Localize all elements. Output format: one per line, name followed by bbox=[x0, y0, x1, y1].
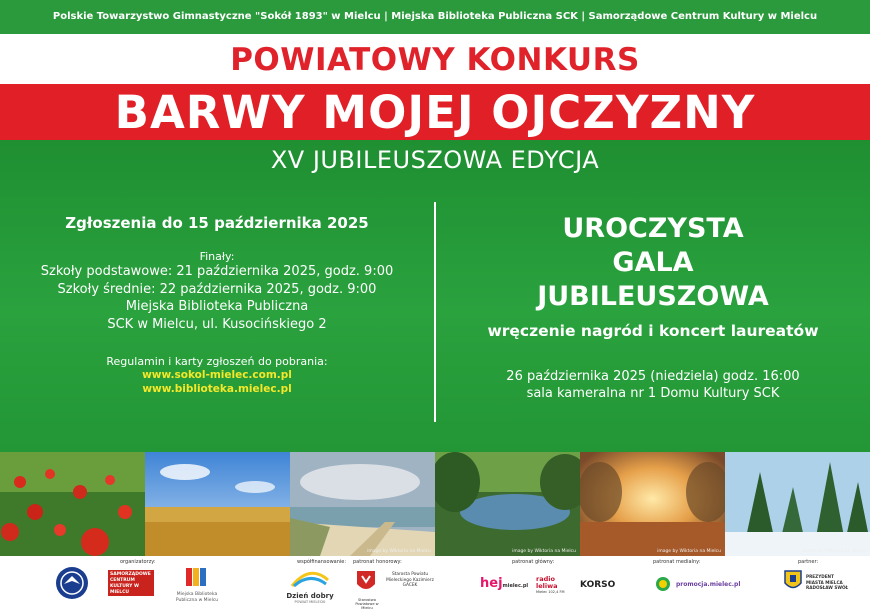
korso-logo: KORSO bbox=[580, 580, 616, 590]
starostwo-text: Starostwo Powiatowe w Mielcu bbox=[355, 598, 379, 610]
partner-label: partner: bbox=[798, 559, 819, 565]
finals-primary: Szkoły podstawowe: 21 października 2025, godz. 9:00 bbox=[40, 264, 394, 279]
organizers-label: organizatorzy: bbox=[120, 559, 156, 565]
organizers-bar bbox=[0, 0, 870, 34]
gala-line1: UROCZYSTA bbox=[562, 213, 744, 244]
finals-label: Finały: bbox=[199, 250, 235, 263]
photo-credit: image by Wiktoria na Mielcu bbox=[802, 549, 866, 554]
edition-title: XV JUBILEUSZOWA EDYCJA bbox=[270, 146, 600, 174]
prezydent-text: PREZYDENT MIASTA MIELCA RADOSŁAW SWÓŁ bbox=[806, 574, 849, 590]
honor-label: patronat honorowy: bbox=[353, 559, 402, 565]
gala-line2: GALA bbox=[612, 247, 694, 278]
photo-poppies bbox=[0, 452, 145, 556]
gala-date: 26 października 2025 (niedziela) godz. 16:00 bbox=[506, 369, 800, 384]
main-panel bbox=[0, 140, 870, 452]
logos-bar bbox=[0, 556, 870, 615]
finals-secondary: Szkoły średnie: 22 października 2025, godz. 9:00 bbox=[57, 281, 377, 297]
photo-strip bbox=[0, 452, 870, 556]
photo-sunrise bbox=[580, 452, 725, 556]
link-sokol[interactable]: www.sokol-mielec.com.pl bbox=[142, 369, 292, 381]
radio-leliwa-logo: radio leliwa Mielec 102,4 FM bbox=[536, 575, 565, 594]
photo-wheat bbox=[145, 452, 290, 556]
gala-line3: JUBILEUSZOWA bbox=[537, 281, 769, 312]
main-patron-label: patronat główny: bbox=[512, 559, 555, 565]
photo-credit: image by Wiktoria na Mielcu bbox=[367, 549, 431, 554]
sokol-logo bbox=[55, 566, 89, 604]
starostwo-crest-icon bbox=[356, 570, 376, 598]
photo-river bbox=[435, 452, 580, 556]
right-column bbox=[436, 212, 870, 403]
cofinance-label: współfinansowanie: bbox=[297, 559, 347, 565]
photo-credit: image by Wiktoria na Mielcu bbox=[512, 549, 576, 554]
title-line1: POWIATOWY KONKURS bbox=[230, 42, 640, 78]
media-globe-icon bbox=[655, 576, 671, 596]
link-biblioteka[interactable]: www.biblioteka.mielec.pl bbox=[142, 383, 292, 395]
mielec-crest-icon bbox=[784, 570, 802, 596]
finals-venue: Miejska Biblioteka Publiczna bbox=[125, 299, 309, 314]
title-band-red bbox=[0, 84, 870, 140]
organizers-text: Polskie Towarzystwo Gimnastyczne "Sokół 1893" w Mielcu | Miejska Biblioteka Publiczna SCK | Samorządowe Centrum Kultury w Mielcu bbox=[52, 11, 818, 22]
mbp-logo: Miejska Biblioteka Publiczna w Mielcu bbox=[175, 566, 219, 604]
promocja-logo: promocja.mielec.pl bbox=[676, 581, 741, 588]
left-column bbox=[0, 214, 434, 396]
starosta-text: Starosta Powiatu Mieleckiego Kazimierz GACEK bbox=[386, 572, 434, 588]
media-patron-label: patronat medialny: bbox=[653, 559, 701, 565]
photo-dunes bbox=[290, 452, 435, 556]
deadline: Zgłoszenia do 15 października 2025 bbox=[65, 214, 369, 232]
gala-subtitle: wręczenie nagród i koncert laureatów bbox=[487, 322, 819, 340]
sck-logo: SAMORZĄDOWE CENTRUM KULTURY W MIELCU bbox=[108, 570, 154, 596]
title-band-white bbox=[0, 34, 870, 84]
hej-logo: hejmielec.pl bbox=[480, 576, 529, 591]
photo-winter bbox=[725, 452, 870, 556]
dzien-dobry-logo: Dzień dobry POWIAT MIELECKI bbox=[285, 568, 335, 604]
gala-place: sala kameralna nr 1 Domu Kultury SCK bbox=[526, 386, 780, 401]
regulations-label: Regulamin i karty zgłoszeń do pobrania: bbox=[106, 355, 328, 368]
title-line2: BARWY MOJEJ OJCZYZNY bbox=[114, 86, 756, 139]
photo-credit: image by Wiktoria na Mielcu bbox=[657, 549, 721, 554]
finals-address: SCK w Mielcu, ul. Kusocińskiego 2 bbox=[107, 316, 327, 332]
